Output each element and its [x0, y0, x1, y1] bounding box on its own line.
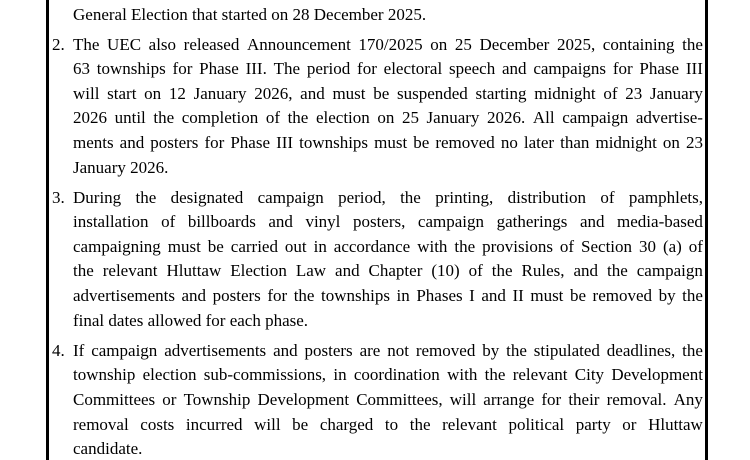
text-line: final dates allowed for each phase. — [73, 310, 309, 330]
list-item — [52, 33, 703, 181]
text-line: 63 townships for Phase III. The period for electoral speech and campaigns for Phase III — [73, 59, 703, 79]
list-item-number: 3. — [52, 187, 65, 207]
document-content — [52, 3, 703, 460]
list-item-number: 4. — [52, 340, 65, 360]
text-line: township election sub-commissions, in coordination with the relevant City Development — [73, 365, 703, 385]
text-line: removal costs incurred will be charged to the relevant political party or Hluttaw — [73, 414, 703, 434]
numbered-list — [52, 33, 703, 460]
text-line: 2026 until the completion of the election on 25 January 2026. All campaign advertise- — [73, 108, 703, 128]
text-line: will start on 12 January 2026, and must be suspended starting midnight of 23 January — [73, 83, 703, 103]
list-item-text — [73, 186, 703, 334]
text-line: installation of billboards and vinyl posters, campaign gatherings and media-based — [73, 212, 703, 232]
table-border-left — [46, 0, 49, 460]
list-item-number: 2. — [52, 34, 65, 54]
text-line: ments and posters for Phase III townships must be removed no later than midnight on 23 — [73, 132, 703, 152]
list-item — [52, 339, 703, 460]
paragraph-continuation: General Election that started on 28 December 2025. — [73, 4, 427, 24]
text-line: During the designated campaign period, the printing, distribution of pamphlets, — [73, 187, 703, 207]
table-border-right — [705, 0, 708, 460]
text-line: The UEC also released Announcement 170/2025 on 25 December 2025, containing the — [73, 34, 703, 54]
list-item — [52, 186, 703, 334]
text-line: Committees or Township Development Committees, will arrange for their removal. Any — [73, 389, 703, 409]
text-line: campaigning must be carried out in accordance with the provisions of Section 30 (a) of — [73, 236, 703, 256]
text-line: advertisements and posters for the townships in Phases I and II must be removed by the — [73, 286, 703, 306]
text-line: January 2026. — [73, 157, 169, 177]
text-line: If campaign advertisements and posters are not removed by the stipulated deadlines, the — [73, 340, 703, 360]
text-line: the relevant Hluttaw Election Law and Chapter (10) of the Rules, and the campaign — [73, 261, 703, 281]
text-line: candidate. — [73, 439, 143, 459]
list-item-text — [73, 33, 703, 181]
list-item-text — [73, 339, 703, 460]
